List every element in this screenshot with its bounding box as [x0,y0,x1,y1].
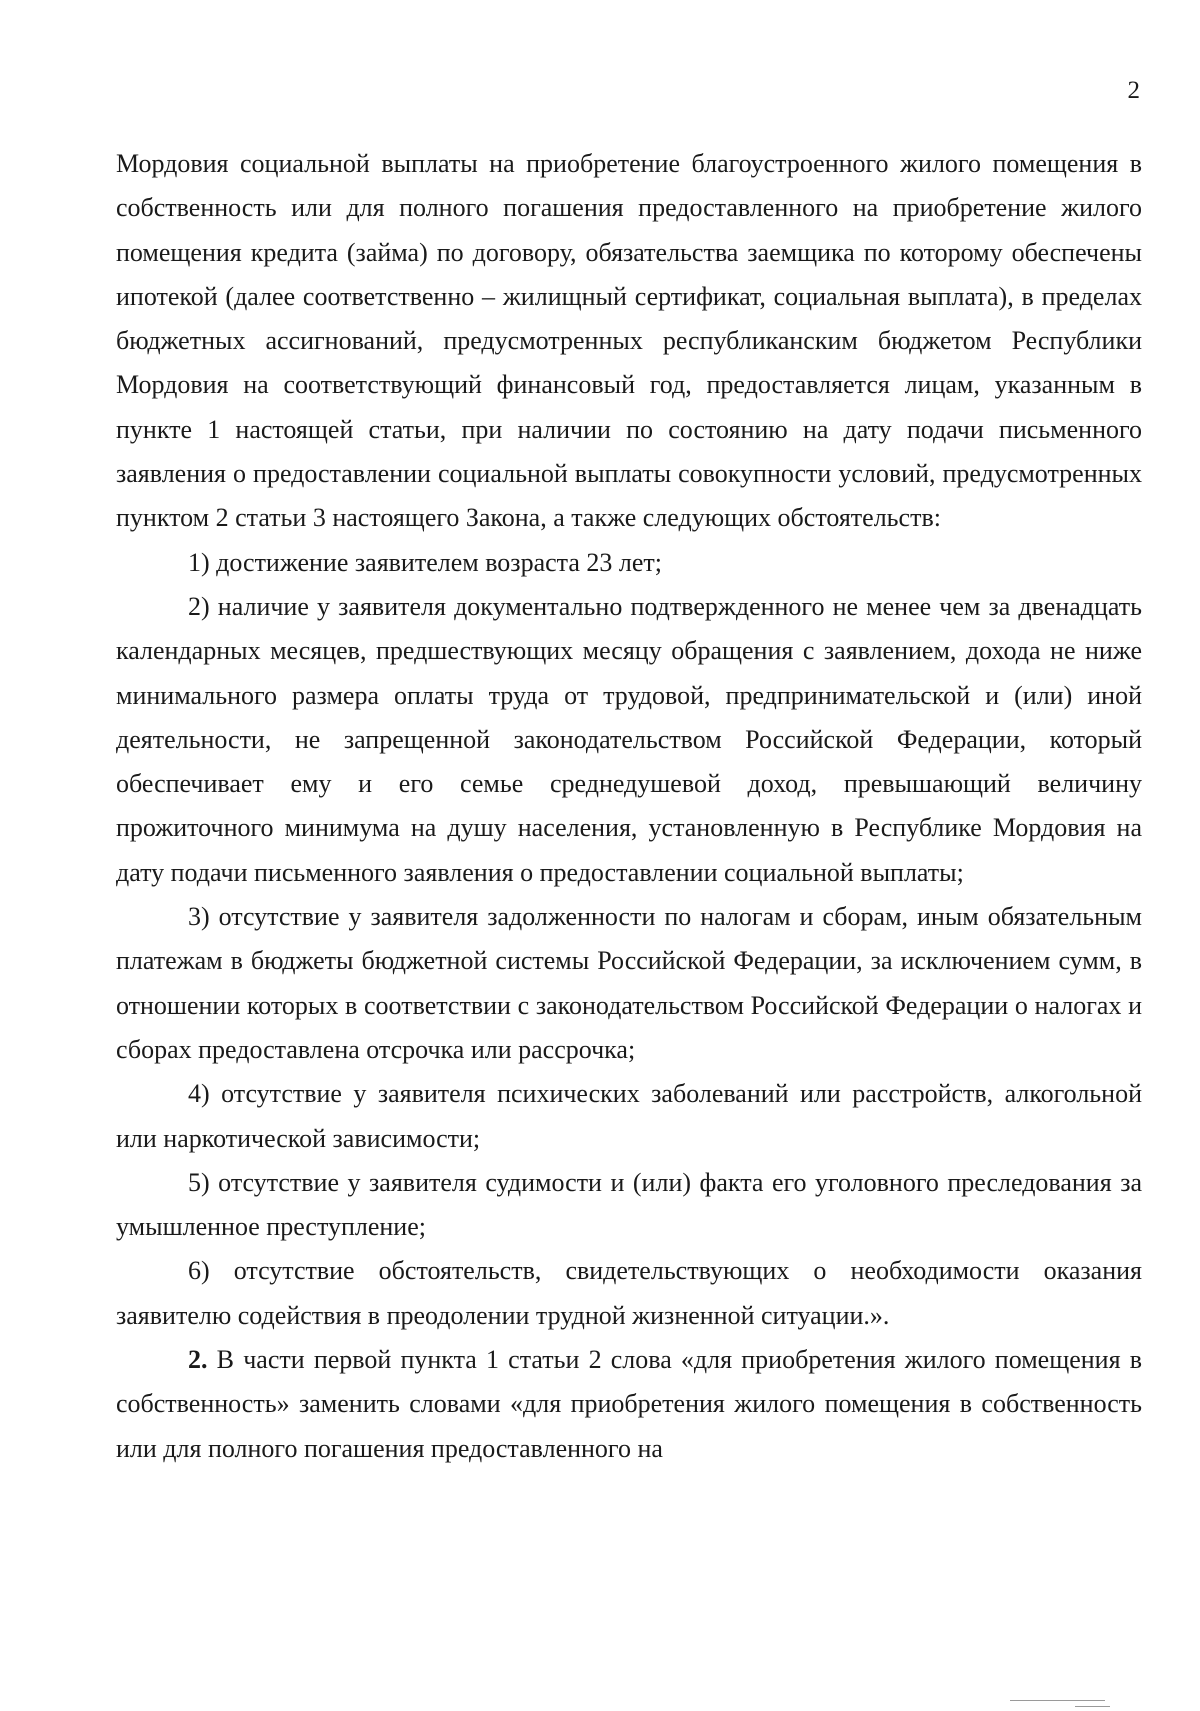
scan-artifact [1075,1706,1110,1707]
scan-artifact [1010,1700,1105,1701]
point-text: В части первой пункта 1 статьи 2 слова «для приобретения жилого помещения в собственность» заменить словами «для приобретения жилого помещения в собственность или для полного погашения предоставленного на [116,1345,1142,1463]
paragraph-continuation: Мордовия социальной выплаты на приобретение благоустроенного жилого помещения в собственность или для полного погашения предоставленного на приобретение жилого помещения кредита (займа) по договору, обязательства заемщика по которому обеспечены ипотекой (далее соответственно – жилищный сертификат, социальная выплата), в пределах бюджетных ассигнований, предусмотренных республиканским бюджетом Республики Мордовия на соответствующий финансовый год, предоставляется лицам, указанным в пункте 1 настоящей статьи, при наличии по состоянию на дату подачи письменного заявления о предоставлении социальной выплаты совокупности условий, предусмотренных пунктом 2 статьи 3 настоящего Закона, а также следующих обстоятельств: [116,149,1142,533]
list-item-3: 3) отсутствие у заявителя задолженности по налогам и сборам, иным обязательным платежам в бюджеты бюджетной системы Российской Федерации, за исключением сумм, в отношении которых в соответствии с законодательством Российской Федерации о налогах и сборах предоставлена отсрочка или рассрочка; [116,902,1142,1064]
list-item-2: 2) наличие у заявителя документально подтвержденного не менее чем за двенадцать календарных месяцев, предшествующих месяцу обращения с заявлением, дохода не ниже минимального размера оплаты труда от трудовой, предпринимательской и (или) иной деятельности, не запрещенной законодательством Российской Федерации, который обеспечивает ему и его семье среднедушевой доход, превышающий величину прожиточного минимума на душу населения, установленную в Республике Мордовия на дату подачи письменного заявления о предоставлении социальной выплаты; [116,591,1142,887]
list-item-5: 5) отсутствие у заявителя судимости и (или) факта его уголовного преследования за умышленное преступление; [116,1167,1142,1242]
list-item-6: 6) отсутствие обстоятельств, свидетельствующих о необходимости оказания заявителю содействия в преодолении трудной жизненной ситуации.». [116,1256,1142,1330]
paragraph-point-2 [116,1338,1142,1471]
list-item-4: 4) отсутствие у заявителя психических заболеваний или расстройств, алкогольной или наркотической зависимости; [116,1079,1142,1153]
list-item-1: 1) достижение заявителем возраста 23 лет; [188,547,662,577]
document-body [116,142,1142,1471]
point-number: 2. [188,1345,208,1375]
page-number: 2 [1127,77,1140,104]
